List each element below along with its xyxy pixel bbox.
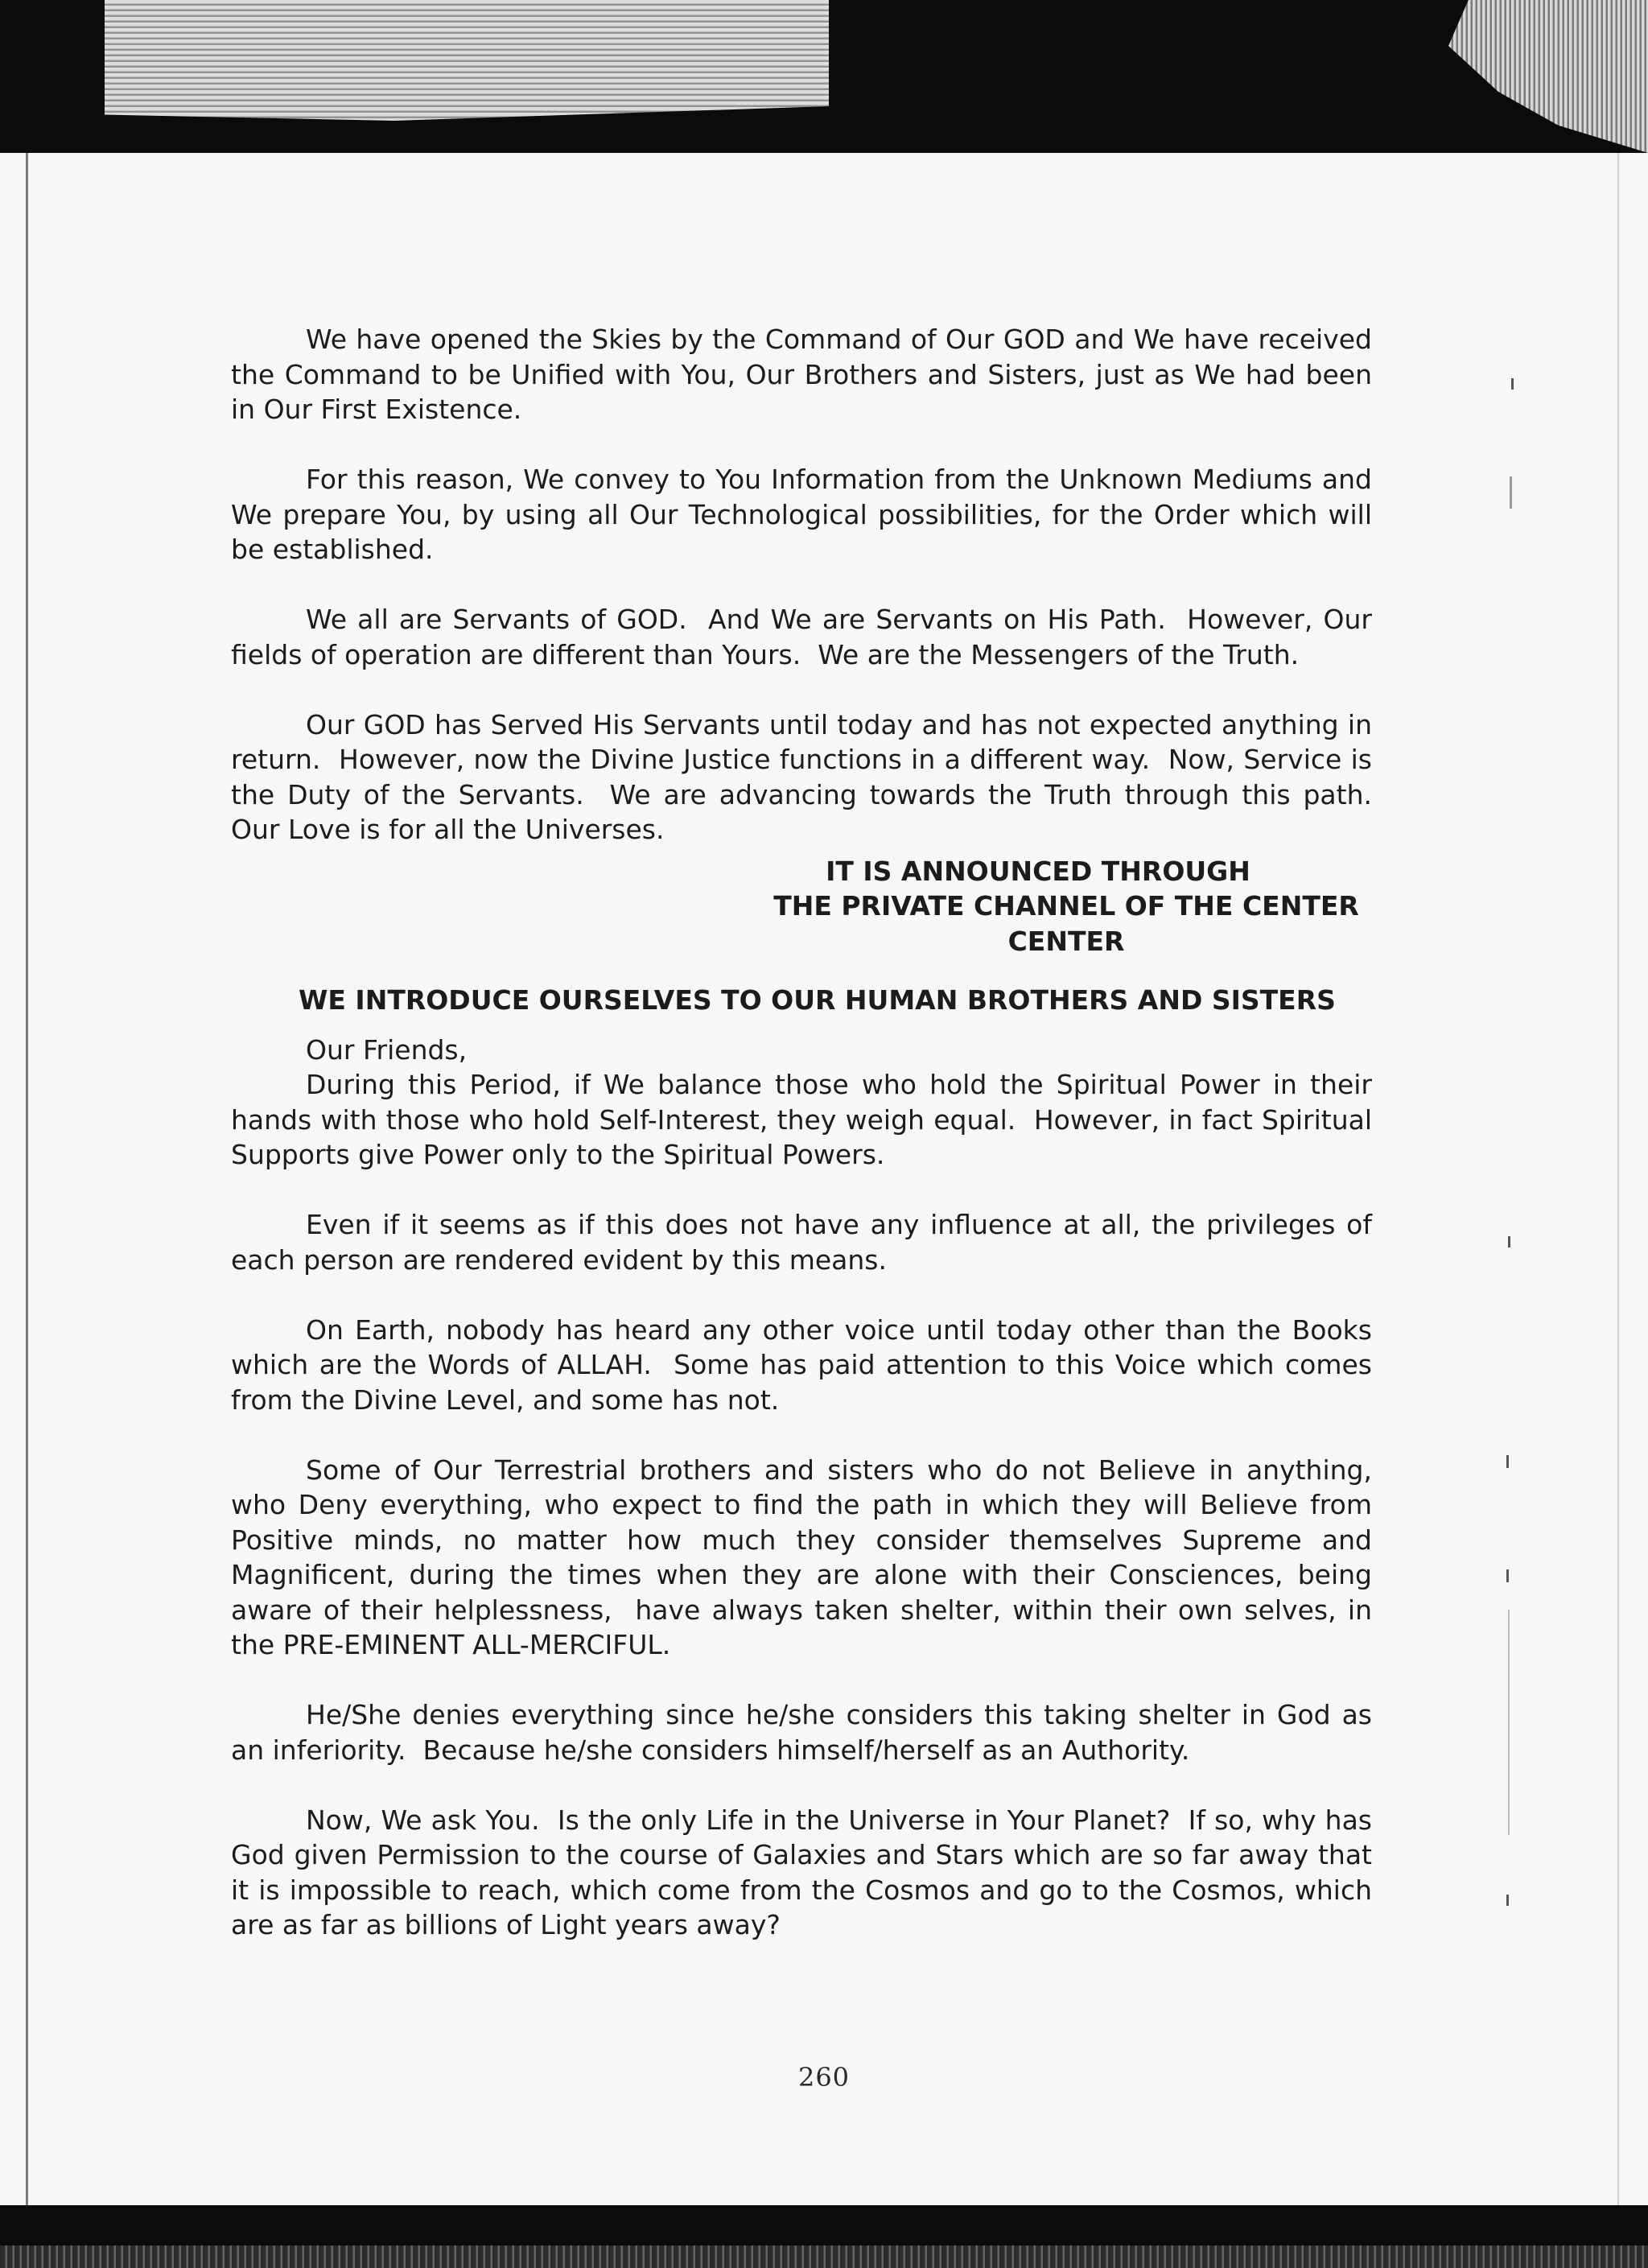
body-paragraph-4: Some of Our Terrestrial brothers and sisters who do not Believe in anything, who Deny everything, who expect to find the path in which they will Believe from Positive minds, no matter how much they consider themselves Supreme and Magnificent, during the times when they are alone with their Consciences, being aware of their helplessness, have always taken shelter, within their own selves, in the PRE-EMINENT ALL-MERCIFUL. xyxy=(231,1454,1381,1660)
announcement-line-2: THE PRIVATE CHANNEL OF THE CENTER xyxy=(773,890,1359,922)
scan-speck xyxy=(1511,378,1514,390)
scan-speck xyxy=(1508,1610,1510,1835)
scan-margin-line-left xyxy=(26,153,28,2205)
body-paragraph-6: Now, We ask You. Is the only Life in the Universe in Your Planet? If so, why has God given Permission to the course of Galaxies and Stars which are so far away that it is impossible to reach, which come from the Cosmos and go to the Cosmos, which are as far as billions of Light years away? xyxy=(231,1804,1381,1940)
body-paragraph-1: During this Period, if We balance those who hold the Spiritual Power in their hands with those who hold Self-Interest, they weigh equal. However, in fact Spiritual Supports give Power only to the Spiritual Powers. xyxy=(231,1069,1381,1170)
page-number: 260 xyxy=(797,2062,851,2093)
scan-bottom-band xyxy=(0,2245,1648,2268)
intro-paragraph-4: Our GOD has Served His Servants until today and has not expected anything in return. However, now the Divine Justice functions in a different way. Now, Service is the Duty of the Servants. We are advancing towards the Truth through this path. Our Love is for all the Universes. xyxy=(231,708,1389,845)
intro-paragraph-1: We have opened the Skies by the Command of Our GOD and We have received the Command to be Unified with You, Our Brothers and Sisters, just as We had been in Our First Existence. xyxy=(231,324,1381,425)
intro-paragraph-2: For this reason, We convey to You Information from the Unknown Mediums and We prepare You, by using all Our Technological possibilities, for the Order which will be established. xyxy=(231,464,1381,565)
body-paragraph-3: On Earth, nobody has heard any other voice until today other than the Books which are the Words of ALLAH. Some has paid attention to this Voice which comes from the Divine Level, and some has not. xyxy=(231,1313,1381,1416)
announcement-heading xyxy=(760,854,1372,959)
scan-speck xyxy=(1510,476,1512,509)
body-paragraph-2: Even if it seems as if this does not have any influence at all, the privileges of each person are rendered evident by this means. xyxy=(231,1209,1381,1276)
announcement-line-3: CENTER xyxy=(1007,925,1125,957)
scan-speck xyxy=(1506,1455,1509,1468)
scan-glare-left xyxy=(105,0,829,121)
intro-paragraph-3: We all are Servants of GOD. And We are Servants on His Path. However, Our fields of operation are different than Yours. We are the Messengers of the Truth. xyxy=(231,604,1381,670)
salutation: Our Friends, xyxy=(306,1033,468,1066)
scan-speck xyxy=(1506,1569,1509,1582)
body-paragraph-5: He/She denies everything since he/she considers this taking shelter in God as an inferiority. Because he/she considers himself/herself as an Authority. xyxy=(231,1699,1381,1766)
section-heading: WE INTRODUCE OURSELVES TO OUR HUMAN BROTHERS AND SISTERS xyxy=(299,984,1336,1016)
scan-speck xyxy=(1506,1895,1509,1906)
scan-margin-line-right xyxy=(1617,153,1619,2205)
scan-speck xyxy=(1508,1236,1510,1247)
page-body xyxy=(231,322,1389,1977)
announcement-line-1: IT IS ANNOUNCED THROUGH xyxy=(826,855,1250,887)
